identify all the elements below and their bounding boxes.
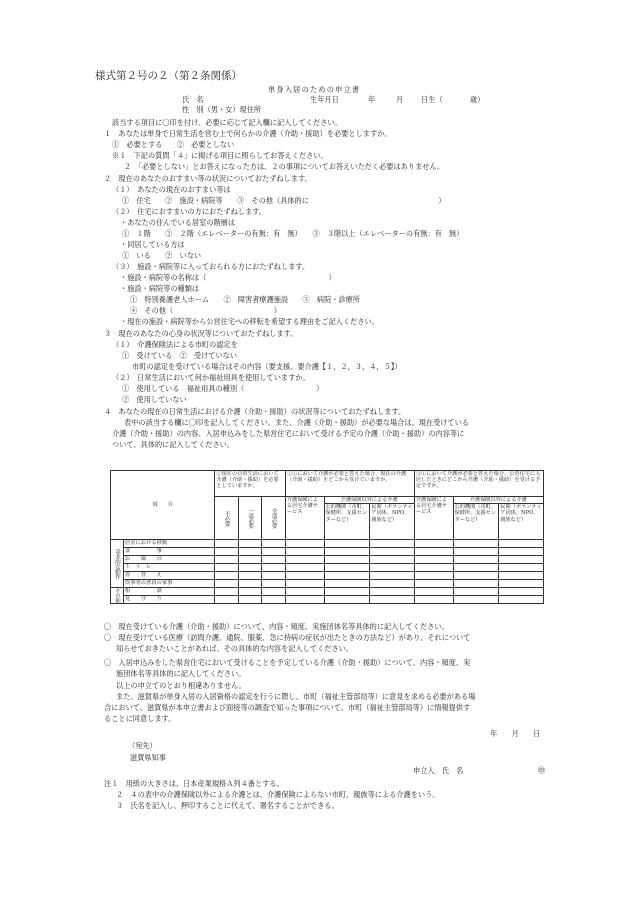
q1-text: １ あなたは単身で日常生活を営む上で何らかの介護（介助・援助）を必要としますか。 [104,129,392,138]
name-label: 氏 名 [182,95,204,104]
table-row [111,556,544,564]
item-header: 項 目 [111,471,215,540]
sub-private-2: 民間（ボランティア団体、NPO、親族など） [499,504,544,540]
after-l4: 〇 入居申込みをした県営住宅において受けることを予定している介護（介助・援助）について、内容・頻度、実 [104,658,471,667]
row-label: 居室における移動 [123,540,215,548]
care-table [110,470,544,604]
q2-s1: （１） あなたの現在のおすまい等は [112,185,231,194]
after-l7: また、滋賀県が単身入居の入居資格の認定を行うに際し、市町（福祉主管部局等）に意見を求める必要がある場 [116,692,476,701]
after-l6: 以上の申立てのとおり相違ありません。 [116,681,246,690]
seal-mark: ㊞ [538,766,546,775]
header-current-provider: ②①において介護が必要と答えた場合、現在の介護（介助・援助）をどこから受けていますか。 [285,471,414,497]
note-3: ３ 氏名を記入し、押印することに代えて、署名することができる。 [116,801,339,810]
header-planned-provider: ③①において介護が必要と答えた場合、公営住宅に入居したときにどこから介護（介助・援助）を受ける予定ですか。 [414,471,543,497]
q3-s1-detail: 市町の認定を受けている場合はその内容（要支援、要介護【１，２，３，４，５】） [132,362,402,371]
row-label: 炊事等の普段の家事 [123,580,215,588]
sub-care-insurance-2: 介護保険による居宅介護サービス [414,497,453,540]
birth-year: 年 [368,95,376,104]
q2-s2-b: ・同居している方は [120,240,185,249]
birth-label: 生年月日 [310,95,339,104]
q2-s3-c: ・現在の施設・病院等から公営住宅への移転を希望する理由をご記入ください。 [120,317,379,326]
row-label: 着 替 え [123,572,215,580]
row-label: 食 事 [123,548,215,556]
q4-p1: 表中の該当する欄に〇印を記入してください。また、介護（介助・援助）が必要な場合は、現在受けている [124,418,470,427]
date-line: 年 月 日 [490,729,541,738]
q4-text: ４ あなたの現在の日常生活における介護（介助・援助）の状況等についておたずねします。 [104,407,406,416]
q2-s3-b-options1: ① 特別養護老人ホーム ② 障害者療護施設 ③ 病院・診療所 [130,295,361,304]
addressee-label: （宛先） [128,741,157,750]
q3-s1: （１） 介護保険法による市町の認定を [112,340,238,349]
sub-fully-needed: 全部必要 [262,497,286,540]
after-l9: ることに同意します。 [104,714,176,723]
q2-s3-b: ・施設・病院等の種類は [120,284,200,293]
q2-s2-b-options: ① いる ② いない [122,251,202,260]
birth-day: 日生（ [421,95,443,104]
table-row [111,572,544,580]
q2-s2-a: ・あなたの住んでいる居室の階層は [120,218,236,227]
row-label: 相 談 [123,588,215,596]
gender-address: 性 別（男・女）現住所 [182,105,262,114]
sub-partly-needed: 一部必要 [238,497,261,540]
q4-p2: 介護（介助・援助）の内容、入居申込みをした県営住宅において受ける予定の介護（介助・援助）の内容等に [112,429,465,438]
row-label: 見 守 り [123,596,215,604]
sub-other-care: 介護保険以外による介護 [324,497,414,504]
sub-public-2: 公的機関（市町、保健所、支援センターなど） [453,504,499,540]
row-label: お 風 呂 [123,556,215,564]
table-row [111,540,544,548]
table-row [111,596,544,604]
q2-s3: （３） 施設・病院等に入っておられる方におたずねします。 [112,262,310,271]
sub-other-care-2: 介護保険以外による介護 [453,497,543,504]
table-row [111,580,544,588]
table-row [111,548,544,556]
table-row [111,564,544,572]
group-basic: 基本的な動作 [111,540,124,588]
q3-s2-opt2: ② 使用していない [122,395,187,404]
sub-not-needed: 不必要 [215,497,238,540]
q2-text: ２ 現在のあなたのおすまい等の状況についておたずねします。 [104,174,312,183]
q2-s1-options: ① 住宅 ② 施設・病院等 ③ その他（具体的に ） [122,196,446,205]
addressee-name: 滋賀県知事 [130,753,166,762]
after-l2: 〇 現在受けている医療（訪問介護、通院、服薬、急に持病の症状が出たときの方法など）があり、それについて [104,633,471,642]
group-other: その他 [111,588,124,604]
note-1: 注１ 用紙の大きさは、日本産業規格Ａ列４番とする。 [104,779,284,788]
age: 歳） [470,95,485,104]
after-l1: 〇 現在受けている介護（介助・援助）について、内容・頻度、実施団体名等具体的に記入してください。 [104,622,449,631]
q2-s3-b-options2: ④ その他（ ） [130,306,281,315]
intro: 該当する項目に〇印を付け、必要に応じて記入欄に記入してください。 [112,118,342,127]
after-l3: 知らせておきたいことがあれば、その具体的な内容を記入してください。 [116,644,353,653]
q3-s2: （２） 日常生活において何か福祉用具を使用していますか。 [112,373,310,382]
q2-s3-a: ・施設・病院等の名称は（ ） [120,273,336,282]
q3-s2-opt1: ① 使用している 福祉用具の種別（ ） [122,384,324,393]
form-id: 様式第２号の２（第２条関係） [95,70,242,82]
q3-text: ３ 現在のあなたの心身の状況等についておたずねします。 [104,329,298,338]
q1-note2: ２ 「必要としない」とお答えになった方は、２の事項についてお答えいただく必要はありません。 [124,162,445,171]
header-need-care: ①現在の日常生活において介護（介助・援助）を必要としていますか。 [215,471,285,497]
q1-options: ① 必要とする ② 必要としない [112,140,235,149]
birth-month: 月 [396,95,404,104]
after-l5: 施団体名等具体的に記入してください。 [116,669,246,678]
page-title: 単身入居のための申立書 [268,85,361,94]
q1-note1: ※１ 下記の質問「４」に掲げる項目に照らしてお答えください。 [112,151,328,160]
note-2: ２ ４の表中の介護保険以外による介護とは、介護保険によらない市町、親族等による介護をいう。 [116,790,440,799]
q2-s2-a-options: ① １階 ② ２階（エレベーターの有無：有 無） ③ ３階以上（エレベーターの有無：有 無） [122,229,464,238]
sub-private: 民間（ボランティア団体、NPO、親族など） [370,504,415,540]
sub-public: 公的機関（市町、保健所、支援センターなど） [324,504,370,540]
applicant-label: 申立人 氏 名 [413,766,464,775]
after-l8: 合において、滋賀県が本申立書および面接等の調査で知った事項について、市町（福祉主管部局等）に情報提供す [104,703,471,712]
table-row [111,588,544,596]
q4-p3: ついて、具体的に記入してください。 [112,440,235,449]
q3-s1-options: ① 受けている ② 受けていない [122,351,238,360]
row-label: ト イ レ [123,564,215,572]
q2-s2: （２） 住宅におすまいの方におたずねします。 [112,207,266,216]
sub-care-insurance: 介護保険による居宅介護サービス [285,497,324,540]
